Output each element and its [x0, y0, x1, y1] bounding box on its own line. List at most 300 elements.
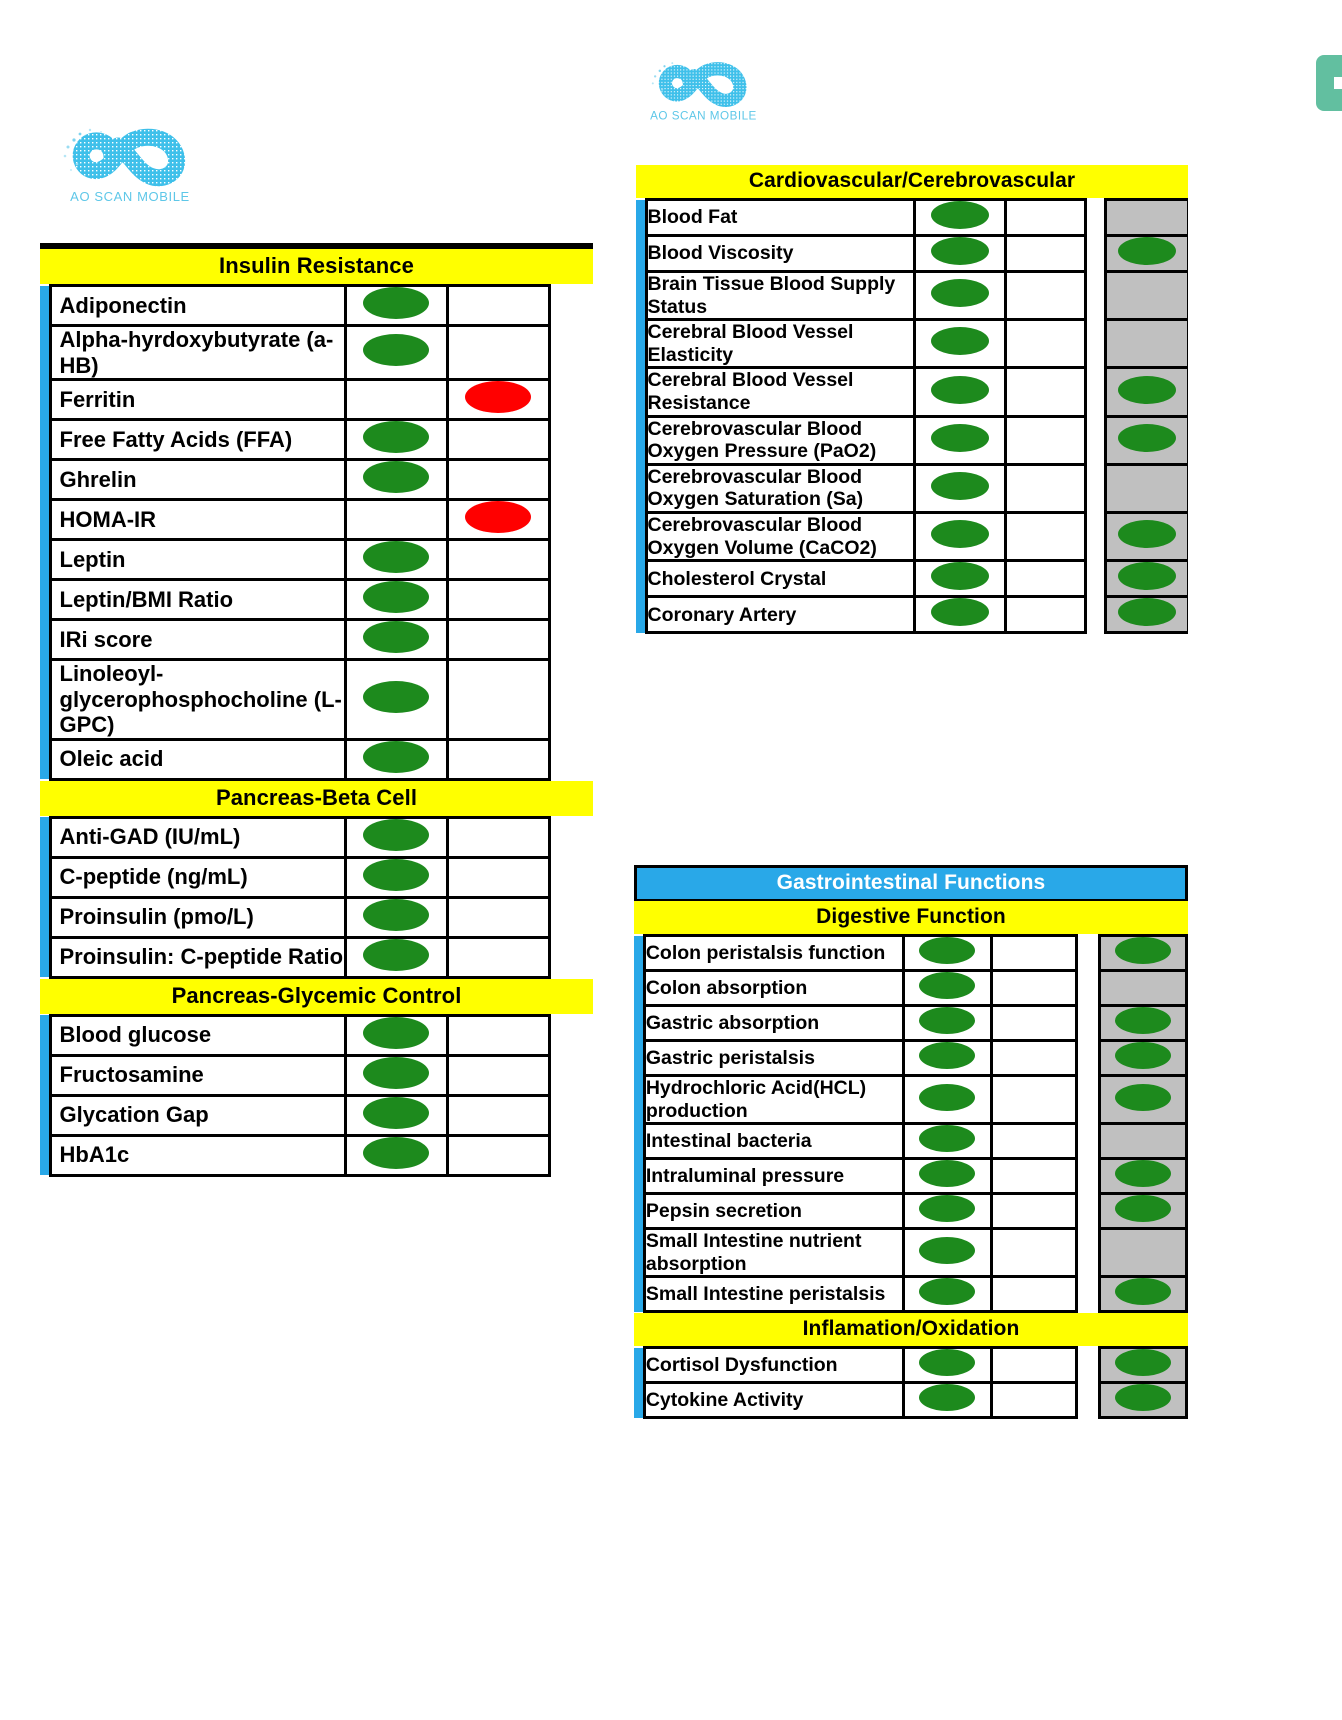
column-gap — [549, 540, 593, 580]
row-accent-bar — [40, 1095, 50, 1135]
status-cell-normal — [903, 1229, 992, 1277]
row-label: HOMA-IR — [50, 500, 345, 540]
table-row[interactable] — [636, 464, 1188, 512]
table-row[interactable] — [40, 326, 593, 380]
row-label: Glycation Gap — [50, 1095, 345, 1135]
status-dot-normal — [363, 1017, 429, 1049]
status-dot-normal — [363, 939, 429, 971]
status-cell-alert — [992, 1159, 1077, 1194]
row-label: Gastric peristalsis — [644, 1041, 903, 1076]
status-cell-normal — [914, 597, 1005, 633]
row-label: Proinsulin (pmo/L) — [50, 897, 345, 937]
row-label: Small Intestine nutrient absorption — [644, 1229, 903, 1277]
row-label: Ghrelin — [50, 460, 345, 500]
status-cell-secondary — [1100, 1159, 1187, 1194]
column-gap — [549, 937, 593, 977]
status-cell-secondary — [1100, 971, 1187, 1006]
status-cell-secondary — [1100, 1229, 1187, 1277]
row-accent-bar — [40, 620, 50, 660]
status-dot-secondary — [1115, 937, 1171, 964]
row-accent-bar — [634, 1006, 644, 1041]
table-row[interactable] — [40, 500, 593, 540]
status-cell-secondary — [1100, 936, 1187, 971]
results-table — [40, 816, 593, 979]
gi-panel-header: Gastrointestinal Functions — [634, 865, 1188, 901]
floating-action-fragment[interactable] — [1316, 55, 1342, 111]
status-cell-normal — [914, 561, 1005, 597]
status-cell-secondary — [1100, 1194, 1187, 1229]
status-cell-alert — [447, 1055, 549, 1095]
row-accent-bar — [634, 1159, 644, 1194]
table-row[interactable] — [40, 460, 593, 500]
row-accent-bar — [40, 897, 50, 937]
status-cell-normal — [345, 817, 447, 857]
status-cell-alert — [1005, 513, 1085, 561]
column-gap — [1085, 416, 1105, 464]
row-label: Alpha-hyrdoxybutyrate (a-HB) — [50, 326, 345, 380]
status-cell-normal — [345, 897, 447, 937]
row-accent-bar — [634, 1229, 644, 1277]
status-dot-normal — [931, 237, 989, 265]
status-dot-normal — [363, 1097, 429, 1129]
table-row[interactable] — [40, 420, 593, 460]
status-cell-alert — [447, 326, 549, 380]
row-label: Coronary Artery — [646, 597, 914, 633]
section-header-1: Inflamation/Oxidation — [634, 1313, 1188, 1346]
table-row[interactable] — [636, 416, 1188, 464]
row-accent-bar — [636, 320, 646, 368]
status-dot-normal — [363, 621, 429, 653]
status-dot-normal — [919, 1349, 975, 1376]
status-cell-normal — [903, 1041, 992, 1076]
status-dot-normal — [363, 581, 429, 613]
status-cell-normal — [345, 1135, 447, 1175]
row-accent-bar — [634, 1348, 644, 1383]
row-label: Anti-GAD (IU/mL) — [50, 817, 345, 857]
row-label: Colon absorption — [644, 971, 903, 1006]
table-row[interactable] — [634, 1348, 1187, 1383]
table-row[interactable] — [636, 272, 1188, 320]
column-gap — [549, 620, 593, 660]
gi-report-panel — [634, 865, 1188, 1720]
row-accent-bar — [40, 857, 50, 897]
table-row[interactable] — [636, 320, 1188, 368]
row-accent-bar — [40, 420, 50, 460]
table-row[interactable] — [40, 1055, 593, 1095]
status-cell-normal — [914, 236, 1005, 272]
column-gap — [549, 326, 593, 380]
section-header-0: Cardiovascular/Cerebrovascular — [636, 165, 1188, 198]
logo-left — [55, 126, 205, 204]
status-cell-normal — [345, 660, 447, 740]
status-cell-secondary — [1105, 561, 1188, 597]
status-cell-normal — [345, 857, 447, 897]
column-gap — [1085, 513, 1105, 561]
row-accent-bar — [40, 540, 50, 580]
status-cell-alert — [1005, 320, 1085, 368]
status-cell-alert — [447, 1015, 549, 1055]
status-cell-alert — [447, 937, 549, 977]
status-cell-normal — [903, 971, 992, 1006]
row-accent-bar — [634, 971, 644, 1006]
row-label: Hydrochloric Acid(HCL) production — [644, 1076, 903, 1124]
column-gap — [1077, 971, 1100, 1006]
status-dot-normal — [363, 541, 429, 573]
row-label: Ferritin — [50, 380, 345, 420]
status-cell-secondary — [1105, 597, 1188, 633]
cardio-report-panel — [636, 165, 1188, 793]
status-cell-normal — [345, 1015, 447, 1055]
status-cell-alert — [447, 580, 549, 620]
row-accent-bar — [40, 286, 50, 326]
status-cell-normal — [914, 513, 1005, 561]
status-cell-alert — [992, 1229, 1077, 1277]
row-accent-bar — [636, 416, 646, 464]
column-gap — [1077, 1383, 1100, 1418]
row-label: Cortisol Dysfunction — [644, 1348, 903, 1383]
status-cell-alert — [992, 1041, 1077, 1076]
status-cell-alert — [992, 1383, 1077, 1418]
column-gap — [1085, 236, 1105, 272]
status-dot-normal — [931, 424, 989, 452]
row-accent-bar — [40, 937, 50, 977]
status-dot-normal — [363, 334, 429, 366]
status-dot-normal — [931, 520, 989, 548]
table-row[interactable] — [40, 857, 593, 897]
status-dot-alert — [465, 501, 531, 533]
brand-wordmark: AO SCAN MOBILE — [70, 189, 190, 204]
row-label: Intestinal bacteria — [644, 1124, 903, 1159]
table-row[interactable] — [40, 817, 593, 857]
status-cell-alert — [447, 380, 549, 420]
column-gap — [1077, 1229, 1100, 1277]
section-header-2: Pancreas-Glycemic Control — [40, 979, 593, 1014]
status-dot-normal — [931, 598, 989, 626]
table-row[interactable] — [40, 1015, 593, 1055]
column-gap — [1077, 1159, 1100, 1194]
row-label: Intraluminal pressure — [644, 1159, 903, 1194]
status-dot-normal — [363, 899, 429, 931]
status-cell-secondary — [1100, 1383, 1187, 1418]
table-row[interactable] — [40, 660, 593, 740]
status-cell-normal — [914, 272, 1005, 320]
row-label: Blood glucose — [50, 1015, 345, 1055]
table-row[interactable] — [40, 739, 593, 779]
row-label: Cerebral Blood Vessel Resistance — [646, 368, 914, 416]
status-dot-normal — [363, 461, 429, 493]
status-cell-alert — [447, 817, 549, 857]
status-dot-secondary — [1118, 520, 1176, 548]
row-label: Cerebrovascular Blood Oxygen Pressure (PaO2) — [646, 416, 914, 464]
row-accent-bar — [634, 1076, 644, 1124]
status-cell-alert — [447, 620, 549, 660]
column-gap — [1077, 1076, 1100, 1124]
row-accent-bar — [40, 817, 50, 857]
row-label: HbA1c — [50, 1135, 345, 1175]
row-label: Blood Fat — [646, 200, 914, 236]
row-accent-bar — [636, 200, 646, 236]
status-cell-alert — [1005, 416, 1085, 464]
status-dot-secondary — [1118, 562, 1176, 590]
status-cell-alert — [1005, 368, 1085, 416]
column-gap — [549, 420, 593, 460]
column-gap — [1085, 597, 1105, 633]
status-cell-normal — [345, 326, 447, 380]
brand-wordmark: AO SCAN MOBILE — [650, 109, 757, 123]
table-row[interactable] — [40, 937, 593, 977]
row-accent-bar — [40, 460, 50, 500]
table-row[interactable] — [636, 368, 1188, 416]
status-cell-normal — [903, 936, 992, 971]
section-header-0: Insulin Resistance — [40, 249, 593, 284]
status-dot-secondary — [1115, 1084, 1171, 1111]
status-dot-normal — [919, 1042, 975, 1069]
status-cell-secondary — [1100, 1124, 1187, 1159]
status-dot-normal — [931, 279, 989, 307]
row-label: Adiponectin — [50, 286, 345, 326]
column-gap — [549, 580, 593, 620]
status-dot-secondary — [1115, 1278, 1171, 1305]
status-cell-normal — [903, 1006, 992, 1041]
status-dot-secondary — [1118, 376, 1176, 404]
table-row[interactable] — [40, 620, 593, 660]
column-gap — [1077, 1041, 1100, 1076]
row-accent-bar — [634, 1124, 644, 1159]
column-gap — [1085, 200, 1105, 236]
column-gap — [1077, 1006, 1100, 1041]
status-cell-normal — [345, 620, 447, 660]
status-cell-alert — [992, 1348, 1077, 1383]
row-label: Proinsulin: C-peptide Ratio — [50, 937, 345, 977]
column-gap — [1077, 1124, 1100, 1159]
status-cell-secondary — [1100, 1076, 1187, 1124]
status-cell-alert — [1005, 272, 1085, 320]
column-gap — [549, 1095, 593, 1135]
table-row[interactable] — [40, 1095, 593, 1135]
status-cell-normal — [914, 320, 1005, 368]
status-cell-alert — [1005, 464, 1085, 512]
row-label: Small Intestine peristalsis — [644, 1277, 903, 1312]
row-label: Cytokine Activity — [644, 1383, 903, 1418]
status-dot-normal — [931, 562, 989, 590]
row-label: Cholesterol Crystal — [646, 561, 914, 597]
row-accent-bar — [634, 1277, 644, 1312]
table-row[interactable] — [634, 1124, 1187, 1159]
status-dot-normal — [919, 1125, 975, 1152]
table-row[interactable] — [40, 380, 593, 420]
results-table — [40, 284, 593, 781]
status-dot-secondary — [1115, 1349, 1171, 1376]
column-gap — [1085, 561, 1105, 597]
column-gap — [549, 1055, 593, 1095]
row-accent-bar — [40, 580, 50, 620]
column-gap — [1085, 272, 1105, 320]
section-header-1: Pancreas-Beta Cell — [40, 781, 593, 816]
status-dot-normal — [919, 1384, 975, 1411]
infinity-logo-icon — [55, 126, 205, 188]
status-dot-alert — [465, 381, 531, 413]
row-accent-bar — [636, 464, 646, 512]
status-cell-normal — [345, 460, 447, 500]
results-table — [634, 934, 1188, 1313]
status-cell-normal — [914, 368, 1005, 416]
table-row[interactable] — [40, 1135, 593, 1175]
status-dot-secondary — [1118, 237, 1176, 265]
table-row[interactable] — [40, 897, 593, 937]
column-gap — [549, 1135, 593, 1175]
row-accent-bar — [636, 368, 646, 416]
table-row[interactable] — [634, 1383, 1187, 1418]
status-cell-alert — [447, 1135, 549, 1175]
status-dot-normal — [931, 201, 989, 229]
row-accent-bar — [40, 500, 50, 540]
status-cell-secondary — [1100, 1277, 1187, 1312]
status-dot-normal — [363, 741, 429, 773]
status-cell-alert — [447, 857, 549, 897]
row-accent-bar — [40, 1055, 50, 1095]
status-cell-normal — [345, 540, 447, 580]
status-dot-normal — [919, 1237, 975, 1264]
row-label: Leptin/BMI Ratio — [50, 580, 345, 620]
status-dot-normal — [363, 421, 429, 453]
status-cell-normal — [914, 200, 1005, 236]
status-cell-alert — [992, 936, 1077, 971]
table-row[interactable] — [634, 1006, 1187, 1041]
row-accent-bar — [40, 1135, 50, 1175]
table-row[interactable] — [634, 1041, 1187, 1076]
row-accent-bar — [636, 236, 646, 272]
table-row[interactable] — [636, 513, 1188, 561]
status-dot-normal — [363, 287, 429, 319]
column-gap — [549, 460, 593, 500]
status-cell-normal — [903, 1124, 992, 1159]
column-gap — [1077, 936, 1100, 971]
table-row[interactable] — [40, 580, 593, 620]
table-row[interactable] — [636, 597, 1188, 633]
status-cell-normal — [903, 1076, 992, 1124]
row-accent-bar — [40, 380, 50, 420]
column-gap — [549, 500, 593, 540]
status-cell-normal — [345, 580, 447, 620]
column-gap — [549, 380, 593, 420]
column-gap — [549, 1015, 593, 1055]
status-cell-normal — [345, 739, 447, 779]
row-accent-bar — [636, 561, 646, 597]
column-gap — [1077, 1194, 1100, 1229]
status-dot-normal — [919, 937, 975, 964]
status-dot-normal — [919, 1007, 975, 1034]
row-accent-bar — [40, 326, 50, 380]
status-dot-secondary — [1118, 598, 1176, 626]
table-row[interactable] — [636, 236, 1188, 272]
status-cell-alert — [447, 286, 549, 326]
table-row[interactable] — [634, 1076, 1187, 1124]
status-cell-secondary — [1100, 1041, 1187, 1076]
table-row[interactable] — [634, 1229, 1187, 1277]
logo-right — [645, 60, 762, 122]
status-dot-normal — [363, 1137, 429, 1169]
status-cell-secondary — [1105, 272, 1188, 320]
status-cell-secondary — [1100, 1006, 1187, 1041]
status-dot-normal — [363, 859, 429, 891]
status-cell-normal — [903, 1348, 992, 1383]
status-dot-normal — [363, 819, 429, 851]
status-cell-alert — [447, 739, 549, 779]
column-gap — [549, 897, 593, 937]
status-cell-normal — [914, 416, 1005, 464]
row-label: Leptin — [50, 540, 345, 580]
insulin-report-panel — [40, 243, 593, 1435]
column-gap — [1085, 464, 1105, 512]
table-row[interactable] — [634, 936, 1187, 971]
column-gap — [549, 857, 593, 897]
status-cell-alert — [992, 1277, 1077, 1312]
row-label: Oleic acid — [50, 739, 345, 779]
status-dot-secondary — [1115, 1007, 1171, 1034]
status-cell-secondary — [1100, 1348, 1187, 1383]
column-gap — [549, 286, 593, 326]
status-cell-normal — [903, 1383, 992, 1418]
row-label: Blood Viscosity — [646, 236, 914, 272]
status-cell-alert — [447, 500, 549, 540]
status-dot-normal — [363, 1057, 429, 1089]
table-row[interactable] — [634, 1277, 1187, 1312]
status-cell-secondary — [1105, 464, 1188, 512]
table-row[interactable] — [40, 540, 593, 580]
notch-icon — [1334, 77, 1342, 89]
status-dot-normal — [363, 681, 429, 713]
status-cell-alert — [1005, 597, 1085, 633]
status-dot-normal — [919, 1278, 975, 1305]
row-label: Brain Tissue Blood Supply Status — [646, 272, 914, 320]
status-cell-alert — [447, 460, 549, 500]
status-cell-alert — [447, 420, 549, 460]
row-label: Colon peristalsis function — [644, 936, 903, 971]
table-row[interactable] — [634, 1194, 1187, 1229]
status-cell-secondary — [1105, 368, 1188, 416]
status-cell-normal — [345, 380, 447, 420]
status-cell-alert — [1005, 561, 1085, 597]
status-cell-alert — [992, 1076, 1077, 1124]
status-cell-normal — [345, 1055, 447, 1095]
row-accent-bar — [636, 272, 646, 320]
column-gap — [1085, 320, 1105, 368]
status-cell-secondary — [1105, 236, 1188, 272]
row-label: Linoleoyl-glycerophosphocholine (L-GPC) — [50, 660, 345, 740]
results-table — [40, 1014, 593, 1177]
status-cell-normal — [345, 937, 447, 977]
table-row[interactable] — [40, 286, 593, 326]
row-accent-bar — [634, 1194, 644, 1229]
table-row[interactable] — [636, 200, 1188, 236]
status-cell-normal — [903, 1159, 992, 1194]
status-cell-alert — [992, 1124, 1077, 1159]
status-cell-normal — [345, 420, 447, 460]
row-label: Cerebral Blood Vessel Elasticity — [646, 320, 914, 368]
column-gap — [549, 660, 593, 740]
infinity-logo-icon — [645, 60, 762, 108]
row-accent-bar — [636, 597, 646, 633]
table-row[interactable] — [634, 971, 1187, 1006]
row-label: Fructosamine — [50, 1055, 345, 1095]
row-label: Free Fatty Acids (FFA) — [50, 420, 345, 460]
status-cell-alert — [447, 660, 549, 740]
status-cell-alert — [447, 1095, 549, 1135]
table-row[interactable] — [636, 561, 1188, 597]
table-row[interactable] — [634, 1159, 1187, 1194]
status-cell-alert — [447, 540, 549, 580]
status-cell-alert — [1005, 200, 1085, 236]
